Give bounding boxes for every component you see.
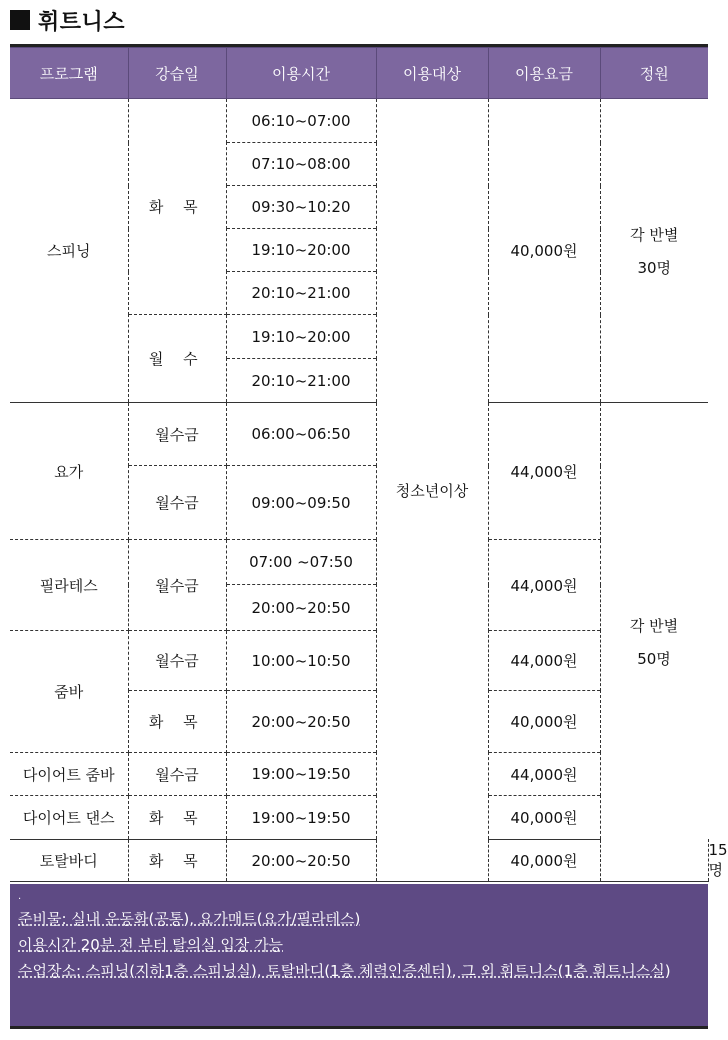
time-cell: 20:00~20:50 bbox=[226, 691, 376, 753]
program-cell: 다이어트 줌바 bbox=[10, 753, 128, 796]
table-row bbox=[10, 403, 708, 466]
page-title-text: 휘트니스 bbox=[38, 9, 126, 35]
days-cell bbox=[128, 796, 226, 840]
square-bullet-icon bbox=[10, 10, 30, 30]
table-row bbox=[10, 99, 708, 143]
time-cell: 19:00~19:50 bbox=[226, 796, 376, 840]
program-cell: 다이어트 댄스 bbox=[10, 796, 128, 840]
target-cell: 청소년이상 bbox=[376, 99, 488, 882]
note-line: 준비물: 실내 운동화(공통), 요가매트(요가/필라테스) bbox=[18, 910, 361, 928]
time-cell: 19:00~19:50 bbox=[226, 753, 376, 796]
days-label: 화 목 bbox=[148, 852, 206, 870]
time-cell: 20:10~21:00 bbox=[226, 272, 376, 315]
time-cell: 09:00~09:50 bbox=[226, 466, 376, 540]
notes-box bbox=[10, 884, 708, 1026]
time-cell: 09:30~10:20 bbox=[226, 186, 376, 229]
program-cell: 요가 bbox=[10, 403, 128, 540]
days-cell bbox=[128, 691, 226, 753]
program-cell: 필라테스 bbox=[10, 540, 128, 631]
bullet-dot-icon: · bbox=[18, 894, 22, 905]
header-program: 프로그램 bbox=[10, 48, 128, 99]
fee-cell: 44,000원 bbox=[488, 540, 600, 631]
days-cell bbox=[128, 99, 226, 315]
days-cell: 월수금 bbox=[128, 403, 226, 466]
capacity-label: 각 반별 bbox=[629, 617, 679, 635]
days-cell bbox=[128, 840, 226, 882]
page-title bbox=[10, 4, 125, 36]
fee-cell: 44,000원 bbox=[488, 631, 600, 691]
days-label: 화 목 bbox=[148, 198, 206, 216]
time-cell: 06:10~07:00 bbox=[226, 99, 376, 143]
days-label: 화 목 bbox=[148, 809, 206, 827]
program-cell: 스피닝 bbox=[10, 99, 128, 403]
time-cell: 06:00~06:50 bbox=[226, 403, 376, 466]
schedule-table bbox=[10, 47, 728, 882]
time-cell: 19:10~20:00 bbox=[226, 229, 376, 272]
header-days: 강습일 bbox=[128, 48, 226, 99]
bottom-rule bbox=[10, 1026, 708, 1029]
days-cell: 월수금 bbox=[128, 753, 226, 796]
fee-cell: 40,000원 bbox=[488, 691, 600, 753]
capacity-value: 50명 bbox=[637, 650, 671, 668]
header-fee: 이용요금 bbox=[488, 48, 600, 99]
program-cell: 줌바 bbox=[10, 631, 128, 753]
days-cell: 월수금 bbox=[128, 466, 226, 540]
capacity-value: 30명 bbox=[637, 258, 672, 277]
header-time: 이용시간 bbox=[226, 48, 376, 99]
capacity-label: 각 반별 bbox=[630, 225, 679, 244]
fee-cell: 44,000원 bbox=[488, 403, 600, 540]
time-cell: 20:10~21:00 bbox=[226, 359, 376, 403]
days-cell: 월수금 bbox=[128, 540, 226, 631]
days-cell: 월수금 bbox=[128, 631, 226, 691]
capacity-cell bbox=[600, 403, 708, 882]
days-cell bbox=[128, 315, 226, 403]
table-header-row bbox=[10, 48, 708, 99]
time-cell: 07:00 ~07:50 bbox=[226, 540, 376, 585]
time-cell: 10:00~10:50 bbox=[226, 631, 376, 691]
capacity-cell bbox=[600, 99, 708, 403]
header-capacity: 정원 bbox=[600, 48, 708, 99]
table-row: 토탈바디 화 목 20:00~20:50 40,000원 15명 bbox=[10, 840, 708, 882]
note-line: 수업장소: 스피닝(지하1층 스피닝실), 토탈바디(1층 체력인증센터), 그 외 휘트니스(1층 휘트니스실) bbox=[18, 962, 671, 980]
note-line: 이용시간 20분 전 부터 탈의실 입장 가능 bbox=[18, 936, 284, 954]
program-cell: 토탈바디 bbox=[10, 840, 128, 882]
time-cell: 20:00~20:50 bbox=[226, 840, 376, 882]
time-cell: 19:10~20:00 bbox=[226, 315, 376, 359]
time-cell: 20:00~20:50 bbox=[226, 585, 376, 631]
days-label: 월 수 bbox=[148, 350, 206, 368]
fee-cell: 40,000원 bbox=[488, 99, 600, 403]
fee-cell: 40,000원 bbox=[488, 796, 600, 840]
header-target: 이용대상 bbox=[376, 48, 488, 99]
fee-cell: 40,000원 bbox=[488, 840, 600, 882]
time-cell: 07:10~08:00 bbox=[226, 143, 376, 186]
fee-cell: 44,000원 bbox=[488, 753, 600, 796]
days-label: 화 목 bbox=[148, 713, 206, 731]
